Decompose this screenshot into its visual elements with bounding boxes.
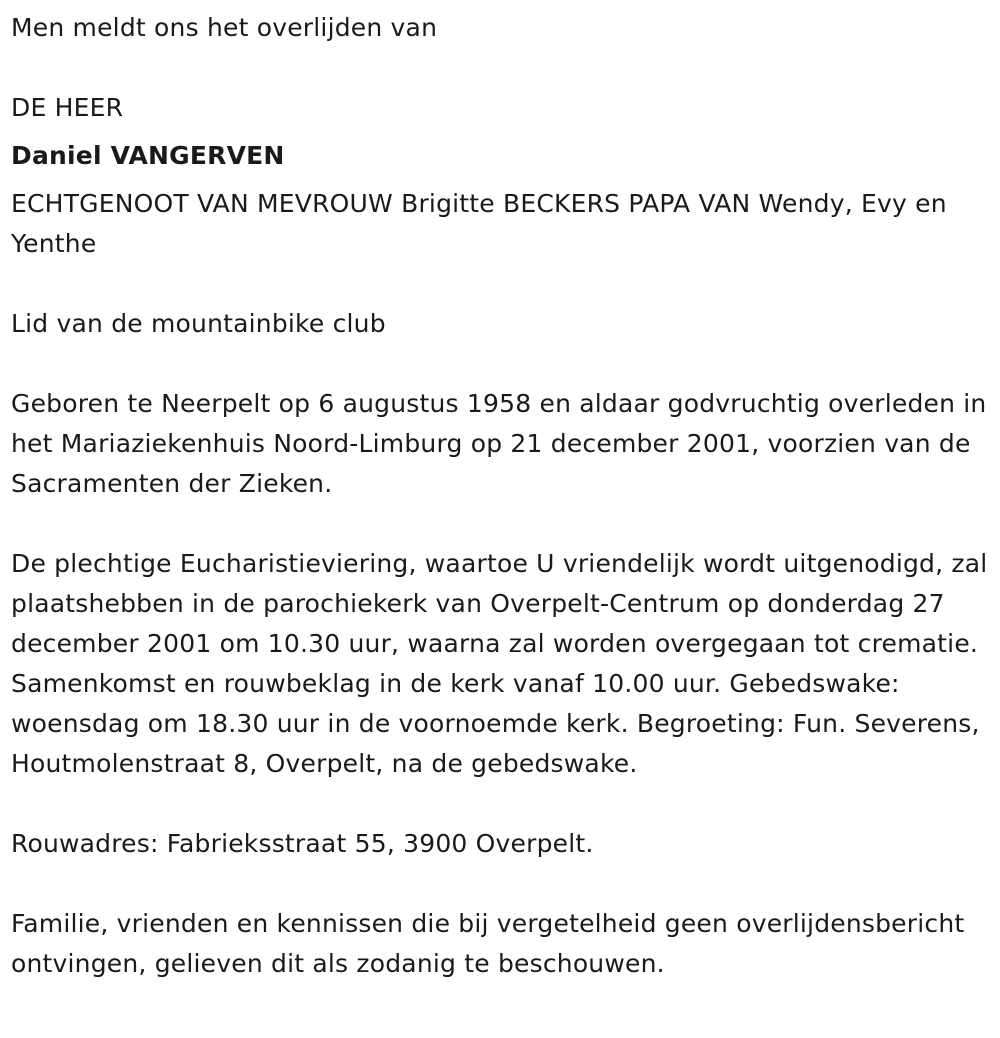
membership-text: Lid van de mountainbike club: [11, 309, 386, 338]
mourning-address: Rouwadres: Fabrieksstraat 55, 3900 Overpelt.: [11, 829, 594, 858]
intro-text: Men meldt ons het overlijden van: [11, 13, 438, 42]
spacer: [11, 504, 996, 544]
spacer: [11, 864, 996, 904]
honorific-title: DE HEER: [11, 93, 124, 122]
family-relations: ECHTGENOOT VAN MEVROUW Brigitte BECKERS PAPA VAN Wendy, Evy en Yenthe: [11, 189, 947, 258]
spacer: [11, 264, 996, 304]
spacer: [11, 784, 996, 824]
ceremony-paragraph: De plechtige Eucharistieviering, waartoe U vriendelijk wordt uitgenodigd, zal plaatshebben in de parochiekerk van Overpelt-Centrum op donderdag 27 december 2001 om 10.30 uur, waarna zal worden overgegaan tot crematie. Samenkomst en rouwbeklag in de kerk vanaf 10.00 uur. Gebedswake: woensdag om 18.30 uur in de voornoemde kerk. Begroeting: Fun. Severens, Houtmolenstraat 8, Overpelt, na de gebedswake.: [11, 549, 988, 778]
closing-paragraph: Familie, vrienden en kennissen die bij vergetelheid geen overlijdensbericht ontvingen, gelieven dit als zodanig te beschouwen.: [11, 909, 965, 978]
birth-death-paragraph: Geboren te Neerpelt op 6 augustus 1958 en aldaar godvruchtig overleden in het Mariaziekenhuis Noord-Limburg op 21 december 2001, voorzien van de Sacramenten der Zieken.: [11, 389, 987, 498]
spacer: [11, 344, 996, 384]
deceased-name: Daniel VANGERVEN: [11, 141, 285, 170]
spacer: [11, 48, 996, 88]
